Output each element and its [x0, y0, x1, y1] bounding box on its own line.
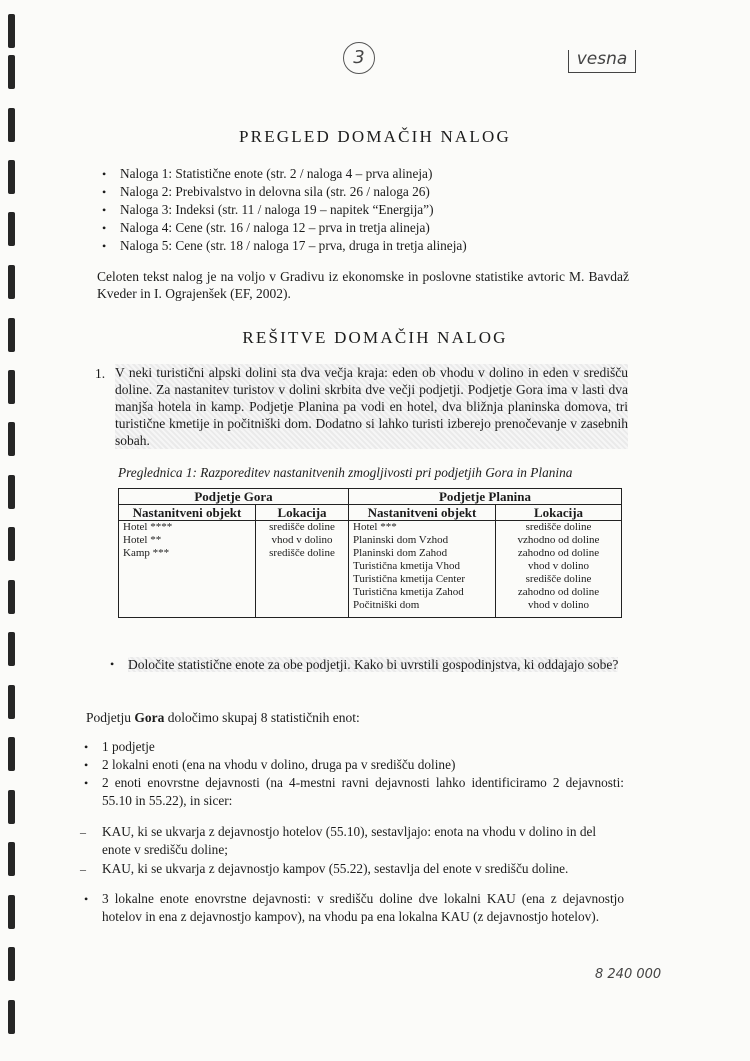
accommodation-table [118, 488, 622, 618]
col-header-lokacija: Lokacija [496, 505, 622, 521]
table-cell-text: Turistična kmetija Center [353, 573, 466, 585]
table-cell-text: Planinski dom Vzhod [353, 534, 449, 546]
dash-item: – KAU, ki se ukvarja z dejavnostjo kampov (55.22), sestavlja del enote v središču doline. [80, 861, 569, 876]
gora-intro-bold: Gora [134, 710, 165, 725]
gora-lokacije-cell [256, 521, 349, 618]
binder-hole [8, 1000, 15, 1034]
col-header-objekt: Nastanitveni objekt [119, 505, 256, 521]
list-item-text: Naloga 3: Indeksi (str. 11 / naloga 19 – napitek “Energija”) [120, 202, 434, 217]
col-header-objekt: Nastanitveni objekt [349, 505, 496, 521]
answer-bullet: • 2 enoti enovrstne dejavnosti (na 4-mestni ravni dejavnosti lahko identificiramo 2 dejavnosti: 55.10 in 55.22), in sicer: [84, 775, 624, 808]
list-item: • Naloga 4: Cene (str. 16 / naloga 12 – prva in tretja alineja) [102, 220, 430, 235]
answer-bullet-text: 3 lokalne enote enovrstne dejavnosti: v središču doline dve lokalni KAU (ena z dejavnostjo hotelov in ena z dejavnostjo kampov), na vhodu pa ena lokalna KAU (z dejavnostjo hotelov). [102, 891, 624, 924]
binder-hole [8, 737, 15, 771]
source-paragraph: Celoten tekst nalog je na voljo v Gradivu iz ekonomske in poslovne statistike avtoric M. Bavdaž Kveder in I. Ograjenšek (EF, 2002). [97, 269, 629, 301]
list-item-text: Naloga 5: Cene (str. 18 / naloga 17 – prva, druga in tretja alineja) [120, 238, 467, 253]
binder-hole [8, 632, 15, 666]
table-cell-text: vhod v dolino [527, 560, 590, 572]
answer-bullet: • 1 podjetje [84, 739, 155, 754]
heading-pregled: PREGLED DOMAČIH NALOG [239, 127, 511, 146]
binder-hole [8, 527, 15, 561]
list-item: • Naloga 3: Indeksi (str. 11 / naloga 19 – napitek “Energija”) [102, 202, 434, 217]
table-cell-text: vhod v dolino [527, 599, 590, 611]
gora-intro-text: Podjetju [86, 710, 135, 725]
binder-hole [8, 422, 15, 456]
binder-hole [8, 265, 15, 299]
handwritten-note: 8 240 000 [595, 967, 662, 982]
table-caption: Preglednica 1: Razporeditev nastanitvenih zmogljivosti pri podjetjih Gora in Planina [118, 465, 573, 480]
binder-hole [8, 842, 15, 876]
table-cell-text: Hotel **** [123, 521, 173, 533]
company-header-gora: Podjetje Gora [119, 489, 349, 505]
table-cell-text: Turistična kmetija Vhod [353, 560, 460, 572]
binder-hole [8, 212, 15, 246]
binder-hole [8, 895, 15, 929]
task-number: 1. [95, 366, 106, 381]
table-cell-text: središče doline [525, 573, 592, 585]
table-cell-text: Hotel *** [353, 521, 397, 533]
question-item: • Določite statistične enote za obe podjetji. Kako bi uvrstili gospodinjstva, ki oddajajo sobe? [110, 657, 619, 672]
table-cell-text: Hotel ** [123, 534, 162, 546]
answer-bullet: • 2 lokalni enoti (ena na vhodu v dolino, druga pa v središču doline) [84, 757, 456, 772]
binder-hole [8, 370, 15, 404]
list-item: • Naloga 2: Prebivalstvo in delovna sila (str. 26 / naloga 26) [102, 184, 430, 199]
table-cell-text: Počitniški dom [353, 599, 420, 611]
table-cell-text: središče doline [269, 547, 335, 559]
heading-resitve: REŠITVE DOMAČIH NALOG [242, 328, 508, 347]
answer-bullet-text: 2 enoti enovrstne dejavnosti (na 4-mestni ravni dejavnosti lahko identificiramo 2 dejavnosti: 55.10 in 55.22), in sicer: [102, 775, 624, 808]
list-item: • Naloga 5: Cene (str. 18 / naloga 17 – prva, druga in tretja alineja) [102, 238, 467, 253]
gora-intro-text: določimo skupaj 8 statističnih enot: [164, 710, 360, 725]
answer-bullet-text: 1 podjetje [102, 739, 155, 754]
col-header-lokacija: Lokacija [256, 505, 349, 521]
table-cell-text: Planinski dom Zahod [353, 547, 448, 559]
table-cell-text: vhod v dolino [271, 534, 333, 546]
table-cell-text: Turistična kmetija Zahod [353, 586, 464, 598]
binder-hole [8, 790, 15, 824]
dash-item-text: KAU, ki se ukvarja z dejavnostjo kampov (55.22), sestavlja del enote v središču doline. [102, 861, 569, 876]
binder-hole [8, 475, 15, 509]
planina-objekti-cell [349, 521, 496, 618]
list-item-text: Naloga 4: Cene (str. 16 / naloga 12 – prva in tretja alineja) [120, 220, 430, 235]
binder-hole [8, 947, 15, 981]
binder-hole [8, 55, 15, 89]
table-cell-text: zahodno od doline [517, 586, 600, 598]
gora-intro [86, 709, 360, 726]
table-cell-text: Kamp *** [123, 547, 170, 559]
question-text: Določite statistične enote za obe podjetji. Kako bi uvrstili gospodinjstva, ki oddajajo sobe? [128, 657, 619, 672]
list-item: • Naloga 1: Statistične enote (str. 2 / naloga 4 – prva alineja) [102, 166, 433, 181]
planina-lokacije-cell [496, 521, 622, 618]
binder-hole [8, 685, 15, 719]
binder-hole [8, 14, 15, 48]
table-cell-text: središče doline [525, 521, 592, 533]
gora-objekti-cell [119, 521, 256, 618]
binder-hole [8, 580, 15, 614]
list-item-text: Naloga 2: Prebivalstvo in delovna sila (str. 26 / naloga 26) [120, 184, 430, 199]
handwritten-page-number: 3 [343, 42, 375, 74]
task-text: V neki turistični alpski dolini sta dva večja kraja: eden ob vhodu v dolino in eden v središču doline. Za nastanitev turistov v dolini skrbita dve večji podjetji. Podjetje Gora ima v lasti dva manjša hotela in kamp. Podjetje Planina pa vodi en hotel, dva bližnja planinska domova, tri turistične kmetije in počitniški dom. Dodatno si lahko turisti izberejo prenočevanje v zasebnih sobah. [115, 365, 628, 448]
company-header-planina: Podjetje Planina [349, 489, 622, 505]
table-cell-text: vzhodno od doline [517, 534, 600, 546]
table-cell-text: središče doline [269, 521, 335, 533]
answer-bullet: • 3 lokalne enote enovrstne dejavnosti: v središču doline dve lokalni KAU (ena z dejavnostjo hotelov in ena z dejavnostjo kampov), na vhodu pa ena lokalna KAU (z dejavnostjo hotelov). [84, 891, 624, 924]
handwritten-name: vesna [568, 50, 636, 73]
table-cell-text: zahodno od doline [517, 547, 600, 559]
binder-hole [8, 160, 15, 194]
list-item-text: Naloga 1: Statistične enote (str. 2 / naloga 4 – prva alineja) [120, 166, 433, 181]
dash-item-text: KAU, ki se ukvarja z dejavnostjo hotelov (55.10), sestavljajo: enota na vhodu v dolino in del enote v središču doline; [102, 824, 597, 857]
dash-item: – KAU, ki se ukvarja z dejavnostjo hotelov (55.10), sestavljajo: enota na vhodu v dolino in del enote v središču doline; [80, 824, 597, 857]
answer-bullet-text: 2 lokalni enoti (ena na vhodu v dolino, druga pa v središču doline) [102, 757, 456, 772]
